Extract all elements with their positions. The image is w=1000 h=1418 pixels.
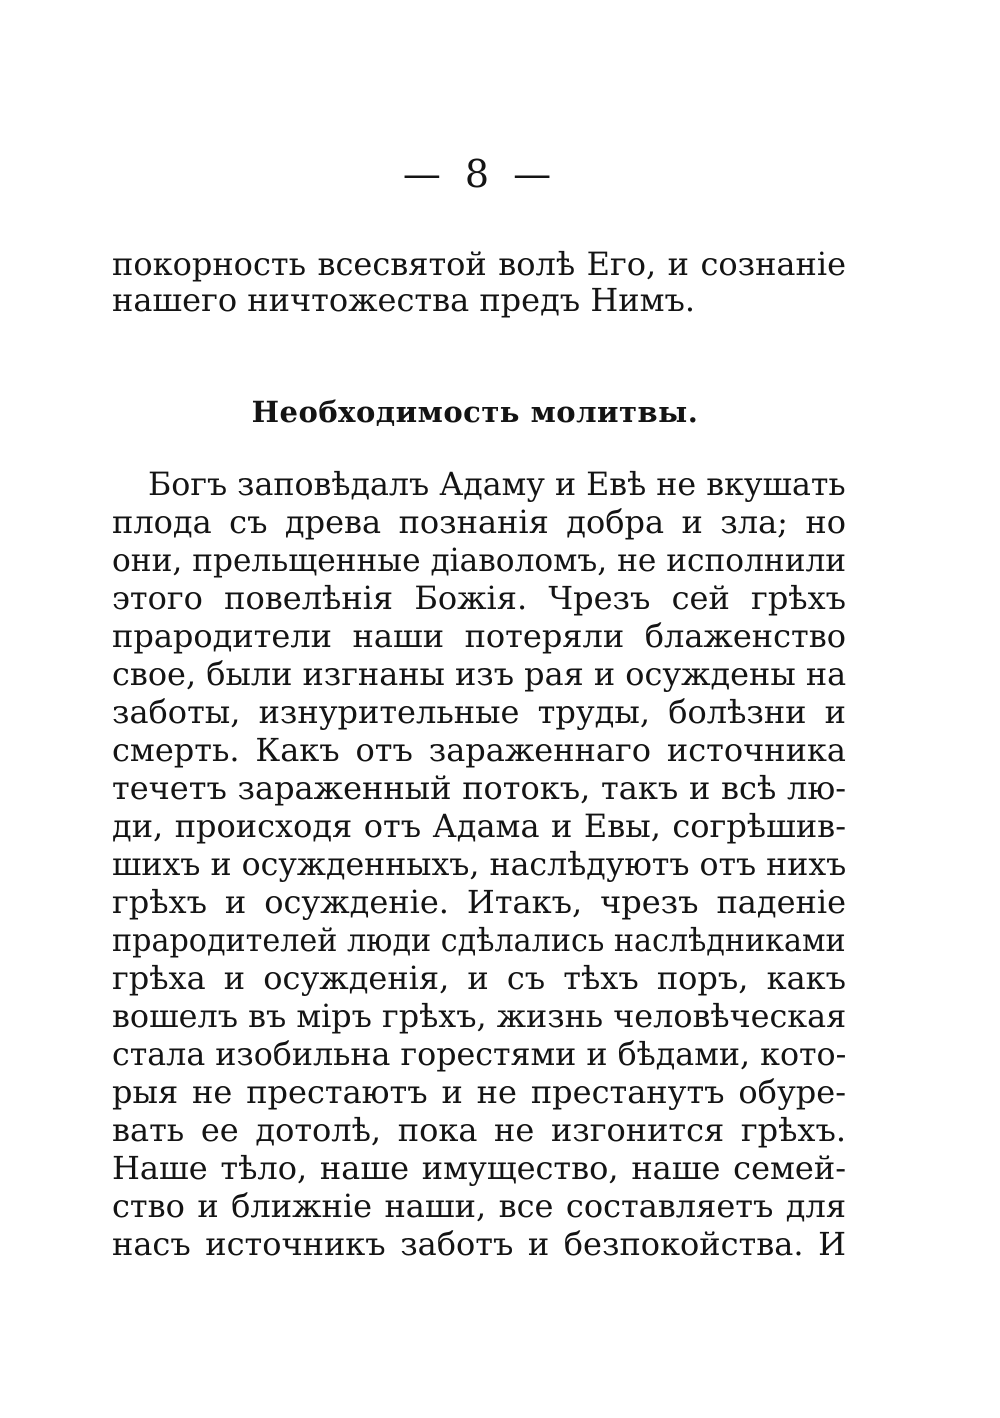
text-line: прародителей люди сдѣлались наслѣдниками (112, 921, 846, 959)
text-line: стала изобильна горестями и бѣдами, кото- (112, 1035, 847, 1073)
text-line: грѣхъ и осужденіе. Итакъ, чрезъ паденіе (112, 883, 846, 921)
text-line: вать ее дотолѣ, пока не изгонится грѣхъ. (112, 1111, 846, 1149)
text-line: нашего ничтожества предъ Нимъ. (112, 281, 695, 319)
text-line: вошелъ въ міръ грѣхъ, жизнь человѣческая (112, 997, 847, 1035)
text-line: Наше тѣло, наше имущество, наше семей- (112, 1149, 846, 1187)
text-line: покорность всесвятой волѣ Его, и сознаніе (112, 245, 846, 283)
text-line: они, прельщенные діаволомъ, не исполнили (112, 541, 847, 579)
page-number: — 8 — (402, 152, 558, 196)
text-line: грѣха и осужденія, и съ тѣхъ поръ, какъ (112, 959, 846, 997)
text-line: течетъ зараженный потокъ, такъ и всѣ лю- (112, 769, 846, 807)
text-line: шихъ и осужденныхъ, наслѣдуютъ отъ нихъ (112, 845, 847, 883)
text-line: смерть. Какъ отъ зараженнаго источника (112, 731, 846, 769)
text-line: этого повелѣнія Божія. Чрезъ сей грѣхъ (112, 579, 846, 617)
text-line: ди, происходя отъ Адама и Евы, согрѣшив- (112, 807, 846, 845)
text-line: свое, были изгнаны изъ рая и осуждены на (112, 655, 847, 693)
text-line: рыя не престаютъ и не престанутъ обуре- (112, 1073, 846, 1111)
text-line: ство и ближніе наши, все составляетъ для (112, 1187, 846, 1225)
text-line: плода съ древа познанія добра и зла; но (112, 503, 846, 541)
text-line: заботы, изнурительные труды, болѣзни и (112, 693, 846, 731)
text-line: прародители наши потеряли блаженство (112, 617, 846, 655)
section-heading: Необходимость молитвы. (251, 395, 699, 429)
paragraph-first-line: Богъ заповѣдалъ Адаму и Евѣ не вкушать (148, 465, 846, 503)
text-line: насъ источникъ заботъ и безпокойства. И (112, 1225, 846, 1263)
